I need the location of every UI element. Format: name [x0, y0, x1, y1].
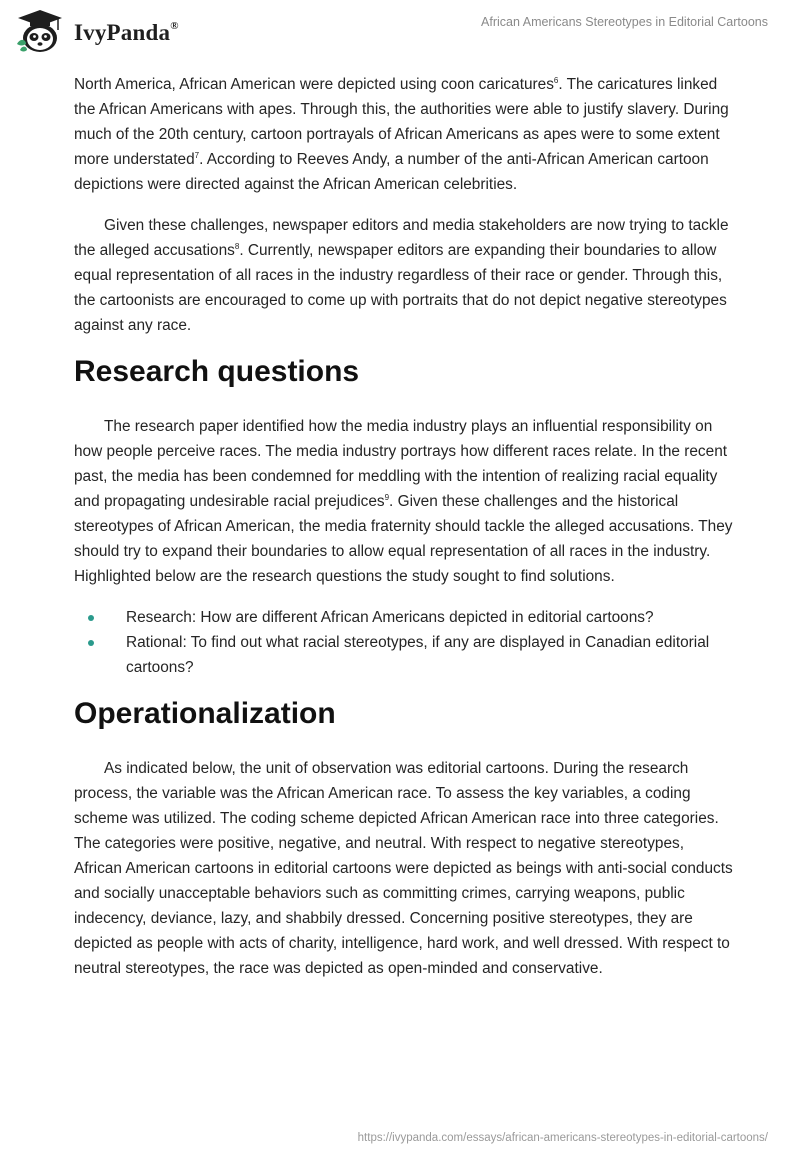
paragraph-3-text-a: The research paper identified how the media industry plays an influential responsibility on how people perceive races. The media industry portrays how different races relate. In the recent past, the media has been condemned for meddling with the intention of realizing racial equality and propagating undesirable racial prejudices [74, 418, 728, 510]
brand-name-text: IvyPanda [74, 20, 171, 45]
list-item-text: Research: How are different African Americans depicted in editorial cartoons? [126, 609, 654, 626]
list-item-text: Rational: To find out what racial stereotypes, if any are displayed in Canadian editorial cartoons? [126, 634, 710, 676]
brand-name [74, 20, 179, 46]
footnote-7[interactable]: 7 [194, 150, 200, 160]
panda-graduate-icon [14, 8, 66, 54]
heading-operationalization: Operationalization [74, 697, 336, 730]
paragraph-1-text-b: . The caricatures linked the African Americans with apes. Through this, the authorities were able to justify slavery. During much of the 20th century, cartoon portrayals of African Americans as apes were to some extent more understated [74, 76, 729, 168]
paragraph-2-text-b: . Currently, newspaper editors are expanding their boundaries to allow equal representation of all races in the industry regardless of their race or gender. Through this, the cartoonists are encouraged to come up with portraits that do not depict negative stereotypes against any race. [74, 242, 727, 334]
paragraph-1 [74, 72, 734, 197]
heading-research-questions: Research questions [74, 355, 360, 388]
paragraph-3 [74, 414, 734, 589]
paragraph-2-text-a: Given these challenges, newspaper editors and media stakeholders are now trying to tackle the alleged accusations [74, 217, 729, 259]
list-item [74, 630, 734, 680]
registered-mark: ® [170, 20, 179, 33]
bullet-icon [88, 615, 94, 621]
document-body [74, 72, 734, 997]
paragraph-1-text-c: . According to Reeves Andy, a number of the anti-African American cartoon depictions were directed against the African American celebrities. [74, 151, 709, 193]
document-title: African Americans Stereotypes in Editorial Cartoons [481, 15, 768, 29]
research-questions-list [74, 605, 734, 680]
source-url[interactable]: https://ivypanda.com/essays/african-americans-stereotypes-in-editorial-cartoons/ [357, 1132, 768, 1144]
bullet-icon [88, 640, 94, 646]
footnote-8[interactable]: 8 [234, 241, 240, 251]
footnote-6[interactable]: 6 [553, 75, 559, 85]
paragraph-4: As indicated below, the unit of observation was editorial cartoons. During the research process, the variable was the African American race. To assess the key variables, a coding scheme was utilized. The coding scheme depicted African American race into three categories. The categories were positive, negative, and neutral. With respect to negative stereotypes, African American cartoons in editorial cartoons were depicted as beings with anti-social conducts and socially unacceptable behaviors such as committing crimes, carrying weapons, public indecency, deviance, lazy, and shabbily dressed. Concerning positive stereotypes, they are depicted as people with acts of charity, intelligence, hard work, and well dressed. With respect to neutral stereotypes, the race was depicted as open-minded and conservative. [74, 760, 733, 977]
footnote-9[interactable]: 9 [384, 492, 390, 502]
list-item [74, 605, 734, 630]
paragraph-3-text-b: . Given these challenges and the historical stereotypes of African American, the media fraternity should tackle the alleged accusations. They should try to expand their boundaries to allow equal representation of all races in the industry. Highlighted below are the research questions the study sought to find solutions. [74, 493, 733, 585]
ivypanda-logo[interactable] [14, 8, 179, 54]
paragraph-2 [74, 213, 734, 338]
paragraph-1-text-a: North America, African American were depicted using coon caricatures [74, 76, 554, 93]
